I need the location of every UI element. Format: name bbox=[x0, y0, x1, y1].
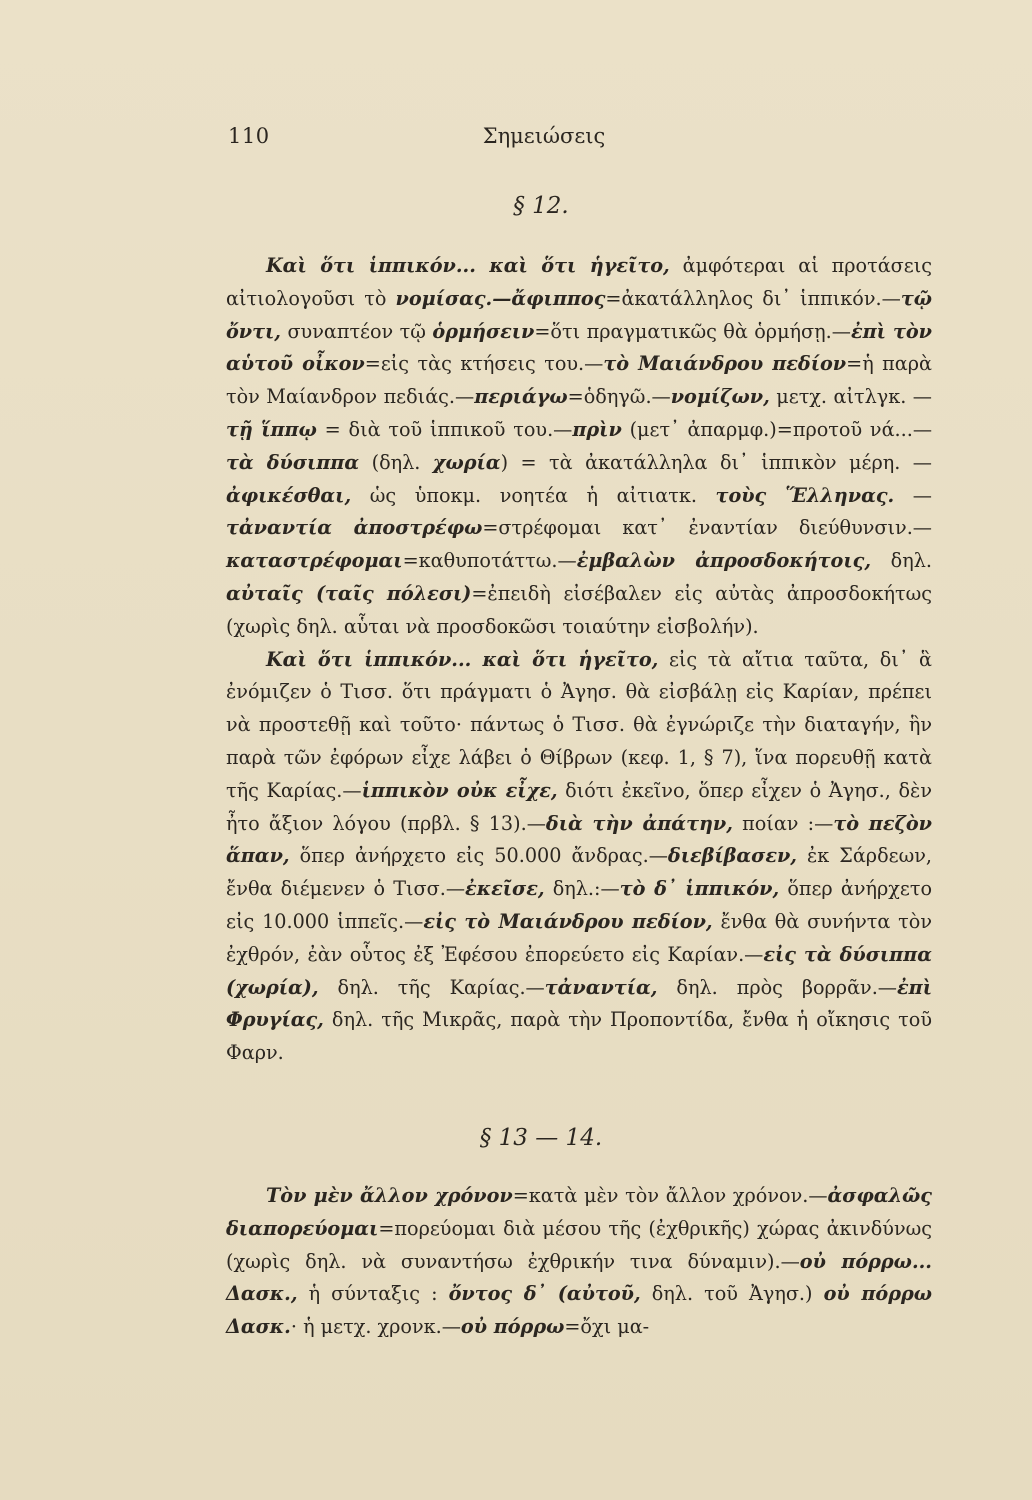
gloss: δηλ.:— bbox=[544, 877, 620, 901]
gloss: =ὄχι μα- bbox=[564, 1315, 650, 1339]
gloss: =κατὰ μὲν τὸν ἄλλον χρόνον.— bbox=[512, 1184, 828, 1207]
gloss: δηλ. τῆς Καρίας.— bbox=[318, 975, 545, 999]
lemma: ἐπὶ τὸν αὑτοῦ οἶκον bbox=[226, 319, 932, 376]
lemma: Καὶ ὅτι ἱππικόν... καὶ ὅτι ἡγεῖτο, bbox=[266, 647, 659, 671]
gloss: μετχ. αἰτλγκ. — bbox=[769, 385, 932, 409]
gloss: — bbox=[894, 483, 932, 507]
lemma: τῷ ὄντι, bbox=[226, 286, 932, 343]
gloss: =στρέφομαι κατ᾽ ἐναντίαν διεύθυνσιν.— bbox=[482, 516, 932, 540]
lemma: ὄντος δ᾽ (αὐτοῦ, bbox=[448, 1282, 641, 1306]
gloss: διότι ἐκεῖνο, ὅπερ εἶχεν ὁ Ἀγησ., δὲν ἦτο ἄξιον λόγου (πρβλ. § 13).— bbox=[226, 778, 932, 835]
lemma: τὸ Μαιάνδρου πεδίον bbox=[603, 352, 847, 376]
gloss: δηλ. τῆς Μικρᾶς, παρὰ τὴν Προποντίδα, ἔνθα ἡ οἴκησις τοῦ Φαρν. bbox=[226, 1008, 932, 1065]
gloss: δηλ. πρὸς βορρᾶν.— bbox=[657, 975, 897, 999]
lemma: διὰ τὴν ἀπάτην, bbox=[545, 811, 733, 835]
lemma: καταστρέφομαι bbox=[226, 549, 403, 573]
lemma: Καὶ ὅτι ἱππικόν... καὶ ὅτι ἡγεῖτο, bbox=[266, 254, 670, 277]
gloss: ὅπερ ἀνήρχετο εἰς 50.000 ἄνδρας.— bbox=[289, 844, 668, 868]
gloss: ὅπερ ἀνήρχετο εἰς 10.000 ἱππεῖς.— bbox=[226, 877, 933, 933]
gloss: δηλ. τοῦ Ἀγησ.) bbox=[640, 1282, 824, 1306]
lemma: οὐ πόρρω Δασκ. bbox=[226, 1282, 932, 1339]
gloss: ) = τὰ ἀκατάλληλα δι᾽ ἱππικὸν μέρη. — bbox=[500, 450, 932, 474]
lemma: χωρία bbox=[432, 450, 501, 474]
gloss: ποίαν :— bbox=[732, 811, 834, 835]
gloss: ἀμφότεραι αἱ προτάσεις αἰτιολογοῦσι τὸ bbox=[226, 254, 932, 310]
gloss: δηλ. bbox=[871, 549, 932, 573]
gloss: =πορεύομαι διὰ μέσου τῆς (ἐχθρικῆς) χώρας ἀκινδύνως (χωρὶς δηλ. νὰ συναντήσω ἐχθρικήν τινα δύναμιν).— bbox=[226, 1216, 932, 1273]
paragraph bbox=[226, 644, 932, 1070]
lemma: περιάγω bbox=[474, 385, 568, 409]
lemma: ἀσφαλῶς διαπορεύομαι bbox=[226, 1184, 932, 1240]
section-heading-12: § 12. bbox=[513, 193, 569, 219]
lemma: διεβίβασεν, bbox=[667, 844, 797, 868]
gloss: ἡ σύνταξις : bbox=[297, 1282, 449, 1306]
gloss: · ἡ μετχ. χρονκ.— bbox=[290, 1315, 461, 1339]
lemma: τὸ δ᾽ ἱππικόν, bbox=[619, 877, 780, 901]
lemma: ἐμβαλὼν ἀπροσδοκήτοις, bbox=[576, 549, 872, 573]
gloss: =ἐπειδὴ εἰσέβαλεν εἰς αὐτὰς ἀπροσδοκήτως (χωρὶς δηλ. αὗται νὰ προσδοκῶσι τοιαύτην εἰσβολήν). bbox=[226, 581, 932, 638]
gloss: ἐκ Σάρδεων, ἔνθα διέμενεν ὁ Τισσ.— bbox=[226, 844, 932, 901]
lemma: Τὸν μὲν ἄλλον χρόνον bbox=[266, 1184, 513, 1207]
lemma: τῇ ἵππῳ bbox=[226, 417, 317, 441]
gloss: =καθυποτάττω.— bbox=[402, 549, 577, 573]
lemma: ἱππικὸν οὐκ εἶχε, bbox=[361, 778, 558, 802]
gloss: εἰς τὰ αἴτια ταῦτα, δι᾽ ἃ ἐνόμιζεν ὁ Τισσ. ὅτι πράγματι ὁ Ἀγησ. θὰ εἰσβάλῃ εἰς Καρίαν, πρέπει νὰ προστεθῇ καὶ τοῦτο· πάντως ὁ Τισσ. θὰ ἐγνώριζε τὴν διαταγήν, ἣν παρὰ τῶν ἐφόρων εἶχε λάβει ὁ Θίβρων (κεφ. 1, § 7), ἵνα πορευθῇ κατὰ τῆς Καρίας.— bbox=[226, 647, 933, 802]
paragraph bbox=[226, 1180, 932, 1344]
gloss: =ἡ παρὰ τὸν Μαίανδρον πεδιάς.— bbox=[226, 352, 932, 409]
lemma: εἰς τὸ Μαιάνδρου πεδίον, bbox=[423, 909, 713, 933]
gloss: =ὁδηγῶ.— bbox=[567, 385, 671, 409]
gloss: =εἰς τὰς κτήσεις του.— bbox=[364, 352, 604, 376]
section-heading-13-14: § 13 — 14. bbox=[479, 1125, 603, 1151]
section-12-body bbox=[226, 250, 932, 1070]
gloss: =ὅτι πραγματικῶς θὰ ὁρμήσῃ.— bbox=[534, 319, 851, 343]
lemma: εἰς τὰ δύσιππα (χωρία), bbox=[226, 942, 932, 999]
section-13-14-body bbox=[226, 1180, 932, 1344]
lemma: νομίζων, bbox=[670, 385, 770, 409]
paragraph bbox=[226, 250, 932, 644]
lemma: τοὺς Ἕλληνας. bbox=[715, 483, 895, 507]
lemma: πρὶν bbox=[572, 417, 622, 441]
gloss: (μετ᾽ ἀπαρμφ.)=προτοῦ νά...— bbox=[621, 417, 933, 441]
gloss: =ἀκατάλληλος δι᾽ ἱππικόν.— bbox=[605, 286, 901, 310]
lemma: νομίσας.—ἄφιππος bbox=[395, 286, 606, 310]
gloss: (δηλ. bbox=[359, 450, 433, 474]
lemma: τὸ πεζὸν ἅπαν, bbox=[226, 811, 932, 868]
gloss: συναπτέον τῷ bbox=[281, 319, 433, 343]
lemma: ὁρμήσειν bbox=[432, 319, 535, 343]
lemma: ἐπὶ Φρυγίας, bbox=[226, 975, 932, 1032]
page-number: 110 bbox=[228, 124, 270, 148]
lemma: οὐ πόρρω bbox=[460, 1315, 565, 1339]
lemma: οὐ πόρρω... Δασκ., bbox=[226, 1249, 932, 1306]
gloss: = διὰ τοῦ ἱππικοῦ του.— bbox=[316, 417, 573, 441]
lemma: ἐκεῖσε, bbox=[465, 877, 545, 901]
lemma: ἀφικέσθαι, bbox=[226, 483, 352, 507]
gloss: ἔνθα θὰ συνήντα τὸν ἐχθρόν, ἐὰν οὗτος ἐξ Ἐφέσου ἐπορεύετο εἰς Καρίαν.— bbox=[226, 909, 932, 966]
lemma: τἀναντία, bbox=[544, 975, 658, 999]
gloss: ὡς ὑποκμ. νοητέα ἡ αἰτιατκ. bbox=[351, 483, 716, 507]
running-title: Σημειώσεις bbox=[482, 124, 606, 148]
lemma: αὐταῖς (ταῖς πόλεσι) bbox=[226, 581, 472, 605]
lemma: τὰ δύσιππα bbox=[226, 450, 360, 474]
running-head bbox=[0, 124, 1032, 158]
lemma: τἀναντία ἀποστρέφω bbox=[226, 516, 483, 540]
